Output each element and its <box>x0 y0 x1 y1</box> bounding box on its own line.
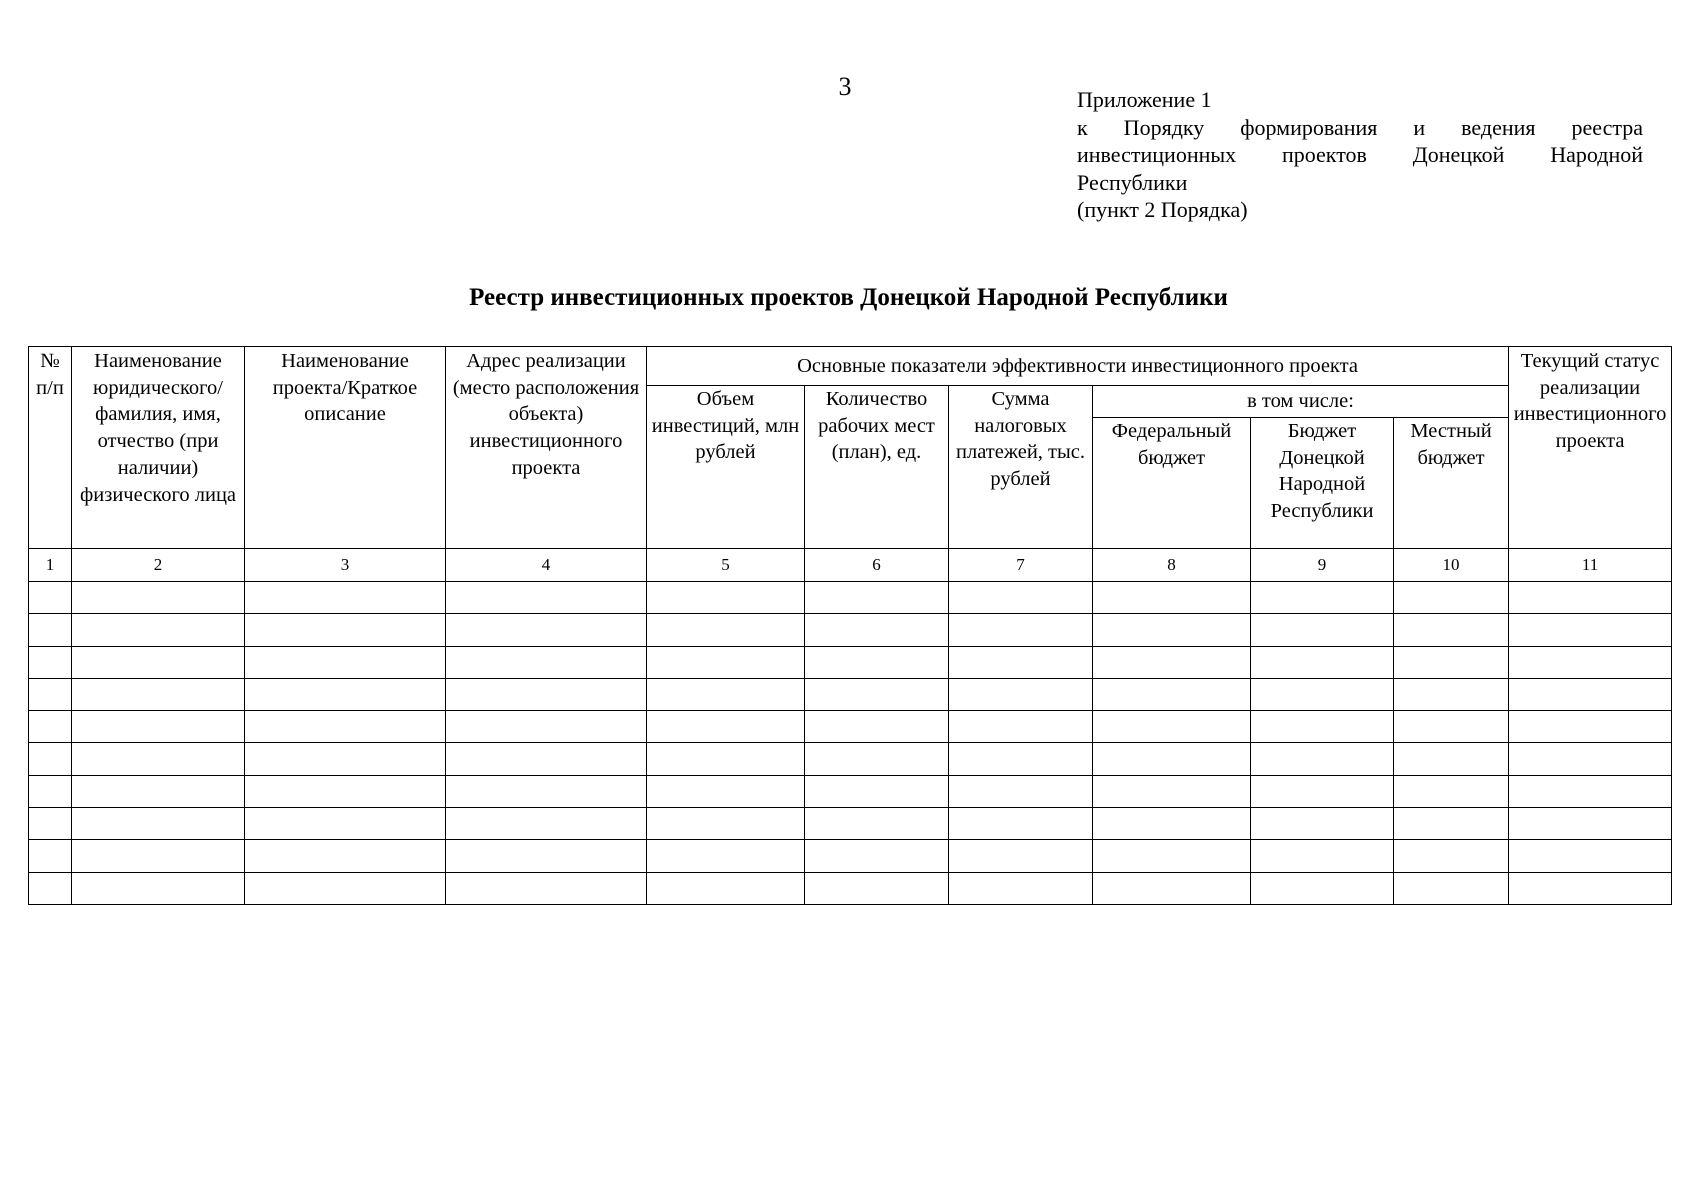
table-cell <box>72 646 245 678</box>
table-cell <box>72 582 245 614</box>
table-cell <box>1093 872 1251 904</box>
column-number: 1 <box>29 549 72 582</box>
table-cell <box>1394 808 1509 840</box>
table-cell <box>446 582 647 614</box>
table-cell <box>1509 840 1672 872</box>
table-cell <box>1251 582 1394 614</box>
table-row <box>29 582 1672 614</box>
table-cell <box>949 614 1093 646</box>
table-cell <box>29 743 72 775</box>
table-cell <box>29 614 72 646</box>
header-row-1 <box>29 347 1672 386</box>
table-cell <box>29 646 72 678</box>
table-cell <box>647 743 805 775</box>
table-cell <box>1093 743 1251 775</box>
table-cell <box>446 711 647 743</box>
table-cell <box>647 678 805 710</box>
table-cell <box>1251 614 1394 646</box>
table-cell <box>1093 614 1251 646</box>
table-cell <box>72 711 245 743</box>
table-cell <box>949 743 1093 775</box>
table-row <box>29 614 1672 646</box>
table-cell <box>245 743 446 775</box>
header-group-main-indicators: Основные показатели эффективности инвестиционного проекта <box>647 347 1509 386</box>
table-cell <box>647 646 805 678</box>
table-cell <box>949 872 1093 904</box>
column-number: 3 <box>245 549 446 582</box>
table-cell <box>647 840 805 872</box>
table-cell <box>949 808 1093 840</box>
table-cell <box>245 872 446 904</box>
table-cell <box>1093 808 1251 840</box>
table-cell <box>446 678 647 710</box>
registry-table <box>28 346 1672 905</box>
header-col-local-budget: Местный бюджет <box>1394 418 1509 549</box>
table-cell <box>647 775 805 807</box>
table-cell <box>1394 872 1509 904</box>
table-cell <box>1251 646 1394 678</box>
header-col-republic-budget: Бюджет Донецкой Народной Республики <box>1251 418 1394 549</box>
table-row <box>29 808 1672 840</box>
table-cell <box>72 775 245 807</box>
column-number: 4 <box>446 549 647 582</box>
table-cell <box>1394 678 1509 710</box>
column-number: 2 <box>72 549 245 582</box>
table-cell <box>1509 614 1672 646</box>
table-row <box>29 711 1672 743</box>
blank-rows <box>29 582 1672 905</box>
table-cell <box>949 711 1093 743</box>
table-cell <box>1509 646 1672 678</box>
table-cell <box>1093 582 1251 614</box>
table-cell <box>1509 775 1672 807</box>
table-cell <box>72 678 245 710</box>
appendix-line-5: (пункт 2 Порядка) <box>1077 197 1248 222</box>
table-cell <box>1394 582 1509 614</box>
table-cell <box>1394 711 1509 743</box>
table-cell <box>446 614 647 646</box>
table-cell <box>1093 678 1251 710</box>
table-cell <box>245 808 446 840</box>
table-cell <box>29 872 72 904</box>
table-cell <box>245 711 446 743</box>
table-cell <box>446 872 647 904</box>
table-cell <box>72 808 245 840</box>
table-cell <box>949 840 1093 872</box>
table-cell <box>949 775 1093 807</box>
table-cell <box>245 840 446 872</box>
table-cell <box>446 775 647 807</box>
table-cell <box>1251 808 1394 840</box>
table-cell <box>29 808 72 840</box>
header-col-jobs: Количество рабочих мест (план), ед. <box>805 386 949 549</box>
header-group-including: в том числе: <box>1093 386 1509 418</box>
header-col-number: № п/п <box>29 347 72 549</box>
table-cell <box>72 614 245 646</box>
table-cell <box>805 808 949 840</box>
table-cell <box>647 872 805 904</box>
header-col-project-name: Наименование проекта/Краткое описание <box>245 347 446 549</box>
table-cell <box>1509 872 1672 904</box>
table-cell <box>805 614 949 646</box>
table-cell <box>29 775 72 807</box>
table-cell <box>245 614 446 646</box>
appendix-line-1: Приложение 1 <box>1077 87 1212 112</box>
table-cell <box>1093 646 1251 678</box>
table-cell <box>647 808 805 840</box>
table-cell <box>1251 711 1394 743</box>
table-row <box>29 646 1672 678</box>
table-cell <box>446 840 647 872</box>
table-row <box>29 743 1672 775</box>
table-cell <box>1251 872 1394 904</box>
table-cell <box>647 614 805 646</box>
table-cell <box>72 840 245 872</box>
table-cell <box>1251 743 1394 775</box>
table-cell <box>446 743 647 775</box>
table-cell <box>29 840 72 872</box>
table-cell <box>1394 614 1509 646</box>
table-cell <box>1251 678 1394 710</box>
table-cell <box>949 646 1093 678</box>
column-number-row <box>29 549 1672 582</box>
column-number: 6 <box>805 549 949 582</box>
header-col-applicant: Наименование юридического/ фамилия, имя, отчество (при наличии) физического лица <box>72 347 245 549</box>
page-number: 3 <box>838 72 852 101</box>
table-cell <box>245 775 446 807</box>
table-cell <box>1509 808 1672 840</box>
header-col-federal-budget: Федеральный бюджет <box>1093 418 1251 549</box>
column-number: 7 <box>949 549 1093 582</box>
table-cell <box>1394 646 1509 678</box>
column-number: 9 <box>1251 549 1394 582</box>
table-cell <box>1251 840 1394 872</box>
table-cell <box>1394 775 1509 807</box>
table-row <box>29 775 1672 807</box>
table-cell <box>29 711 72 743</box>
table-cell <box>805 582 949 614</box>
table-cell <box>245 678 446 710</box>
table-row <box>29 840 1672 872</box>
table-cell <box>1509 582 1672 614</box>
table-cell <box>1093 711 1251 743</box>
header-col-status: Текущий статус реализации инвестиционного проекта <box>1509 347 1672 549</box>
column-number: 8 <box>1093 549 1251 582</box>
appendix-line-3: инвестиционных проектов Донецкой Народной <box>1077 142 1643 167</box>
header-col-investment-volume: Объем инвестиций, млн рублей <box>647 386 805 549</box>
table-cell <box>446 646 647 678</box>
table-cell <box>647 711 805 743</box>
appendix-line-4: Республики <box>1077 169 1188 195</box>
table-cell <box>1509 711 1672 743</box>
table-cell <box>72 743 245 775</box>
table-cell <box>1394 840 1509 872</box>
column-number: 10 <box>1394 549 1509 582</box>
table-row <box>29 872 1672 904</box>
table-cell <box>1093 840 1251 872</box>
table-cell <box>1509 743 1672 775</box>
table-cell <box>805 646 949 678</box>
appendix-line-2: к Порядку формирования и ведения реестра <box>1077 114 1643 140</box>
table-cell <box>29 678 72 710</box>
header-col-address: Адрес реализации (место расположения объекта) инвестиционного проекта <box>446 347 647 549</box>
table-row <box>29 678 1672 710</box>
table-cell <box>446 808 647 840</box>
table-cell <box>805 775 949 807</box>
table-cell <box>1509 678 1672 710</box>
table-cell <box>805 840 949 872</box>
table-cell <box>245 582 446 614</box>
appendix-note <box>1077 86 1643 224</box>
table-cell <box>805 872 949 904</box>
column-number: 5 <box>647 549 805 582</box>
table-cell <box>29 582 72 614</box>
header-col-tax-payments: Сумма налоговых платежей, тыс. рублей <box>949 386 1093 549</box>
table-cell <box>949 582 1093 614</box>
table-cell <box>805 711 949 743</box>
table-cell <box>949 678 1093 710</box>
table-cell <box>805 678 949 710</box>
column-number: 11 <box>1509 549 1672 582</box>
table-cell <box>1394 743 1509 775</box>
table-cell <box>805 743 949 775</box>
table-cell <box>72 872 245 904</box>
table-cell <box>1093 775 1251 807</box>
table-cell <box>245 646 446 678</box>
table-cell <box>1251 775 1394 807</box>
table-cell <box>647 582 805 614</box>
document-title: Реестр инвестиционных проектов Донецкой Народной Республики <box>469 284 1228 311</box>
